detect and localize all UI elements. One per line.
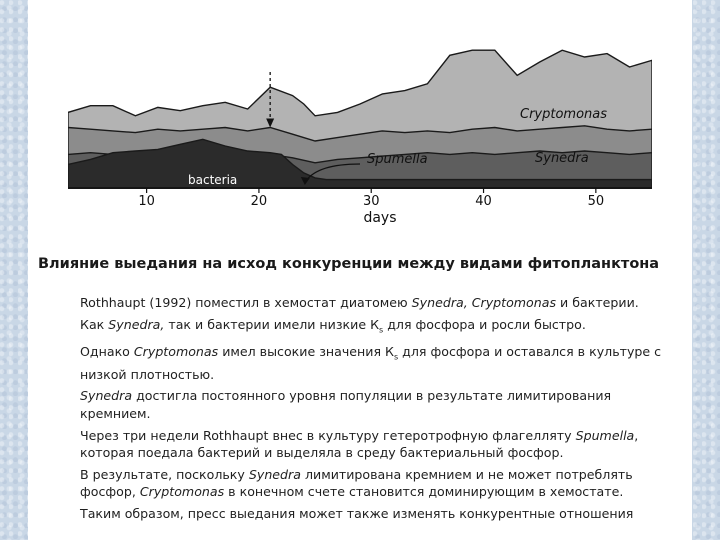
text-run: s — [379, 325, 384, 335]
text-run: так и бактерии имели низкие К — [164, 316, 380, 332]
x-tick-label: 40 — [475, 194, 492, 209]
italic-taxon: Synedra — [248, 466, 301, 482]
body-paragraph — [80, 316, 680, 339]
x-axis — [68, 188, 652, 209]
italic-taxon: Cryptomonas — [139, 484, 225, 500]
italic-taxon: Synedra, — [108, 316, 165, 332]
body-paragraph — [80, 294, 680, 312]
body-paragraph — [80, 505, 680, 523]
x-tick-label: 50 — [587, 194, 605, 209]
text-run: Rothhaupt (1992) поместил в хемостат диатомею — [80, 295, 412, 310]
text-run: Однако — [80, 343, 134, 359]
series-label-synedra: Synedra — [535, 151, 589, 166]
text-run: для фосфора и оставался в культуре с низкой плотностью. — [80, 343, 662, 382]
body-paragraph — [80, 343, 680, 384]
x-axis-label: days — [363, 210, 397, 226]
text-run: и бактерии. — [556, 295, 639, 310]
body-paragraph — [80, 387, 680, 422]
slide-title: Влияние выедания на исход конкуренции между видами фитопланктона — [38, 256, 660, 272]
text-run: , которая поедала бактерий и выделяла в среду бактериальный фосфор. — [80, 427, 639, 461]
text-run: Таким образом, пресс выедания может также изменять конкурентные отношения — [80, 505, 634, 521]
italic-taxon: Cryptomonas — [133, 343, 219, 359]
slide-body — [80, 294, 680, 527]
series-label-cryptomonas: Cryptomonas — [520, 107, 608, 122]
text-run: Как — [80, 316, 109, 332]
body-paragraph — [80, 466, 680, 501]
text-run: в конечном счете становится доминирующим в хемостате. — [224, 484, 624, 500]
text-run: лимитирована кремнием и не может потреблять фосфор, — [80, 466, 633, 500]
body-paragraph — [80, 427, 680, 462]
series-label-spumella: Spumella — [367, 152, 428, 167]
text-run: для фосфора и росли быстро. — [383, 316, 586, 332]
text-run: Через три недели Rothhaupt внес в культуру гетеротрофную флагелляту — [80, 427, 576, 443]
text-run: имел высокие значения К — [218, 343, 394, 359]
text-run: s — [394, 352, 399, 362]
text-run: достигла постоянного уровня популяции в результате лимитирования кремнием. — [80, 388, 612, 421]
x-tick-label: 20 — [250, 194, 268, 209]
x-tick-label: 30 — [362, 194, 380, 209]
text-run: В результате, поскольку — [80, 466, 249, 482]
italic-taxon: Spumella — [575, 427, 635, 443]
chart-svg — [68, 0, 652, 232]
x-tick-label: 10 — [138, 194, 155, 209]
italic-taxon: Synedra — [80, 388, 133, 404]
italic-taxon: Synedra, Cryptomonas — [411, 295, 557, 310]
chart — [68, 0, 652, 232]
series-label-bacteria: bacteria — [188, 173, 238, 187]
